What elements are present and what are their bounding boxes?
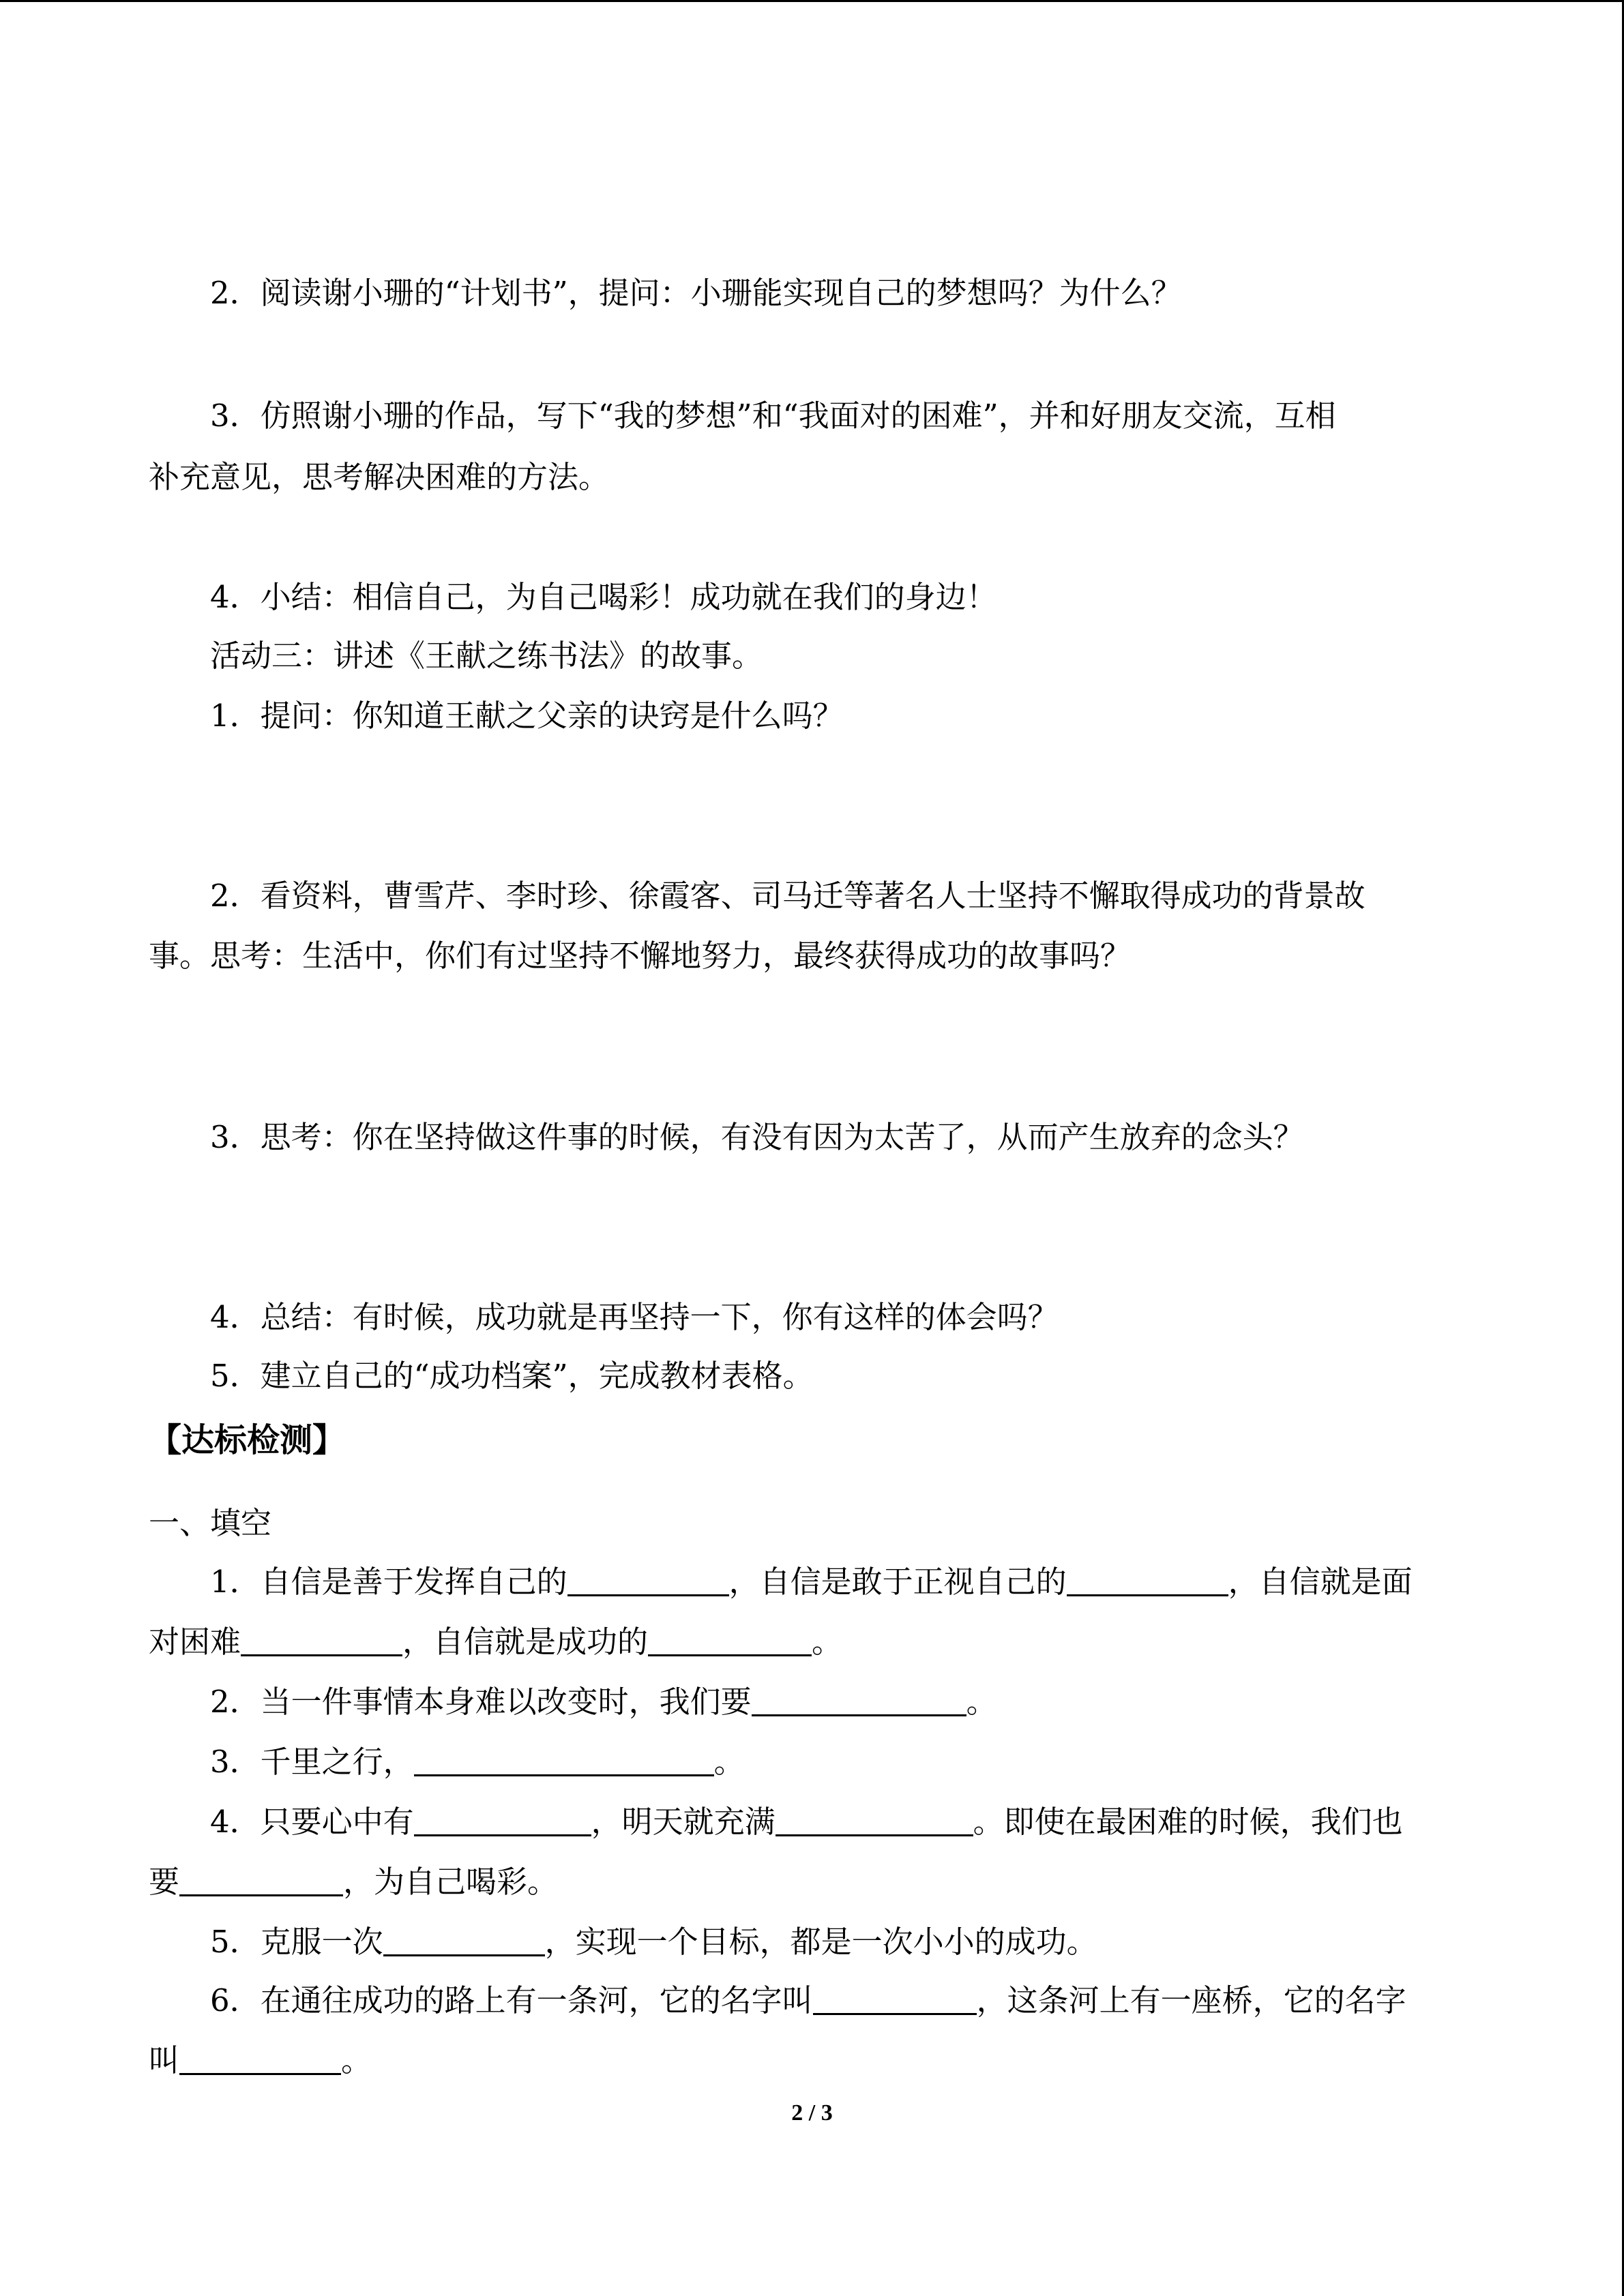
activity3-item2-line2: 事。思考：生活中，你们有过坚持不懈地努力，最终获得成功的故事吗？ bbox=[149, 938, 1132, 974]
fill-blank[interactable] bbox=[414, 1743, 714, 1776]
page-number: 2 / 3 bbox=[791, 2100, 833, 2126]
fill-question-2: 2．当一件事情本身难以改变时，我们要 。 bbox=[210, 1684, 997, 1720]
fill-question-1-line2: 对困难 ，自信就是成功的 。 bbox=[149, 1624, 843, 1660]
activity3-item2-line1: 2．看资料，曹雪芹、李时珍、徐霞客、司马迁等著名人士坚持不懈取得成功的背景故 bbox=[210, 878, 1365, 914]
activity3-item4: 4．总结：有时候，成功就是再坚持一下，你有这样的体会吗？ bbox=[210, 1299, 1059, 1335]
activity2-item3-line1: 3．仿照谢小珊的作品，写下“我的梦想”和“我面对的困难”，并和好朋友交流，互相 bbox=[210, 398, 1336, 434]
fill-question-4-line2: 要 ，为自己喝彩。 bbox=[149, 1864, 559, 1900]
fill-blank[interactable] bbox=[179, 2042, 341, 2075]
fill-question-6-line1: 6．在通往成功的路上有一条河，它的名字叫 ，这条河上有一座桥，它的名字 bbox=[210, 1982, 1406, 2018]
activity3-item3: 3．思考：你在坚持做这件事的时候，有没有因为太苦了，从而产生放弃的念头？ bbox=[210, 1119, 1304, 1155]
activity3-item5: 5．建立自己的“成功档案”，完成教材表格。 bbox=[210, 1358, 814, 1394]
activity2-item2: 2．阅读谢小珊的“计划书”，提问：小珊能实现自己的梦想吗？为什么？ bbox=[210, 275, 1182, 311]
section-heading: 【达标检测】 bbox=[149, 1421, 346, 1459]
activity3-item1: 1．提问：你知道王献之父亲的诀窍是什么吗？ bbox=[210, 698, 844, 734]
fill-blank[interactable] bbox=[813, 1982, 977, 2015]
fill-question-1-line1: 1．自信是善于发挥自己的 ，自信是敢于正视自己的 ，自信就是面 bbox=[210, 1564, 1413, 1600]
fill-blank[interactable] bbox=[414, 1803, 591, 1836]
top-border bbox=[0, 0, 1624, 2]
fill-blank[interactable] bbox=[648, 1623, 812, 1656]
fill-blank[interactable] bbox=[241, 1623, 402, 1656]
fill-question-5: 5．克服一次 ，实现一个目标，都是一次小小的成功。 bbox=[210, 1924, 1097, 1960]
activity2-summary: 4．小结：相信自己，为自己喝彩！成功就在我们的身边！ bbox=[210, 579, 997, 615]
fill-question-6-line2: 叫 。 bbox=[149, 2042, 372, 2078]
fill-blank[interactable] bbox=[752, 1683, 966, 1716]
activity2-item3-line2: 补充意见，思考解决困难的方法。 bbox=[149, 459, 610, 495]
fill-blank[interactable] bbox=[383, 1923, 545, 1956]
fill-blank[interactable] bbox=[179, 1863, 343, 1896]
fill-blank[interactable] bbox=[776, 1803, 973, 1836]
part-one-title: 一、填空 bbox=[149, 1505, 272, 1541]
fill-question-4-line1: 4．只要心中有 ，明天就充满 。即使在最困难的时候，我们也 bbox=[210, 1804, 1403, 1840]
activity3-title: 活动三：讲述《王献之练书法》的故事。 bbox=[210, 638, 763, 674]
fill-blank[interactable] bbox=[1067, 1563, 1228, 1596]
fill-question-3: 3．千里之行， 。 bbox=[210, 1744, 745, 1780]
fill-blank[interactable] bbox=[567, 1563, 729, 1596]
